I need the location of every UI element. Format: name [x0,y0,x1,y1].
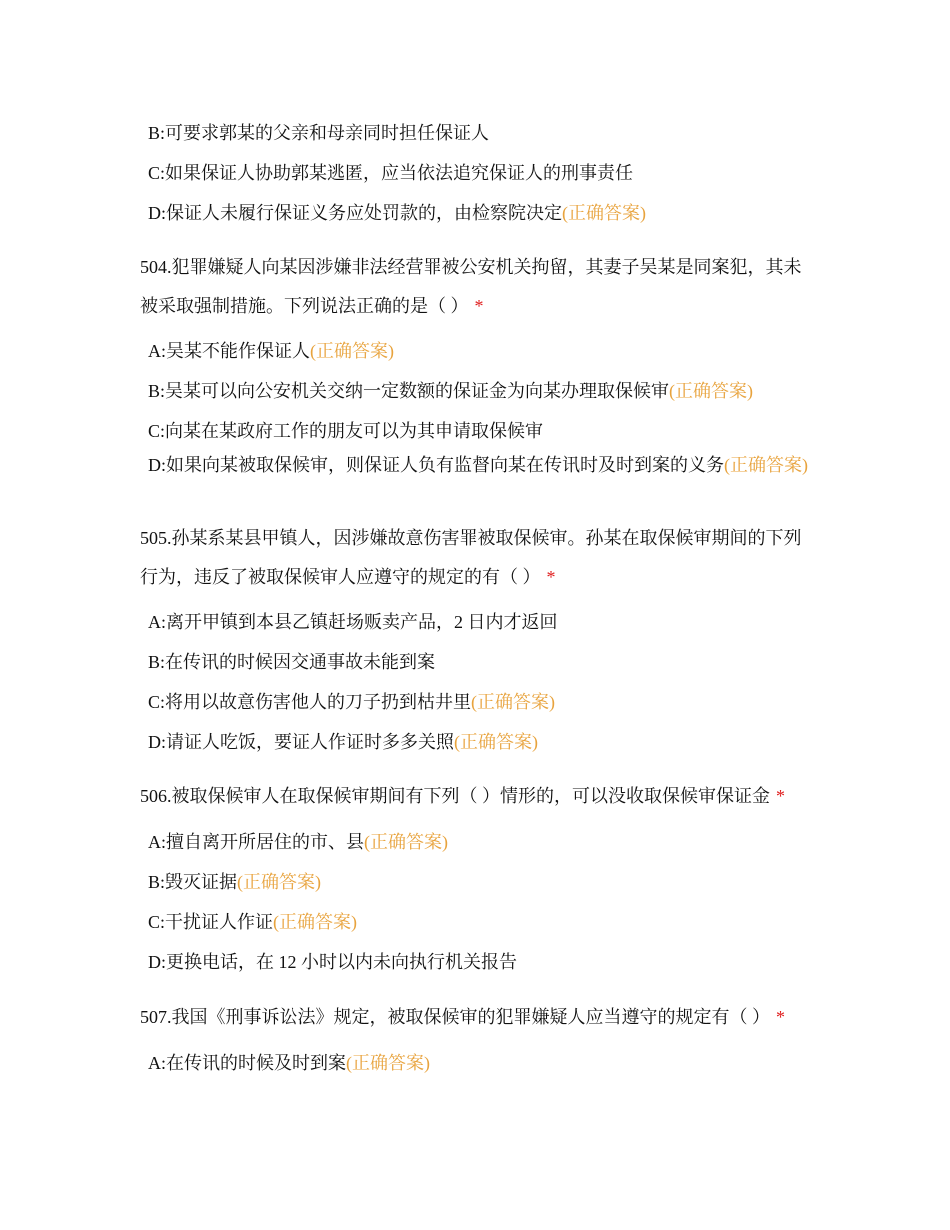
correct-answer-tag: (正确答案) [454,732,538,752]
question-507-stem: 507.我国《刑事诉讼法》规定，被取保候审的犯罪嫌疑人应当遵守的规定有（ ） * [140,1007,785,1027]
q504-option-d: D:如果向某被取保候审，则保证人负有监督向某在传讯时及时到案的义务(正确答案) [148,455,808,475]
question-504-stem: 504.犯罪嫌疑人向某因涉嫌非法经营罪被公安机关拘留，其妻子吴某是同案犯，其未被采取强制措施。下列说法正确的是（ ） * [140,257,802,316]
q505-option-c: C:将用以故意伤害他人的刀子扔到枯井里(正确答案) [148,692,556,712]
correct-answer-tag: (正确答案) [724,455,808,475]
q503-option-b: B:可要求郭某的父亲和母亲同时担任保证人 [148,123,490,143]
q503-option-c: C:如果保证人协助郭某逃匿，应当依法追究保证人的刑事责任 [148,163,634,183]
correct-answer-tag: (正确答案) [237,872,322,892]
q504-option-a: A:吴某不能作保证人(正确答案) [148,341,394,361]
correct-answer-tag: (正确答案) [346,1053,430,1073]
required-mark: * [474,296,484,316]
correct-answer-tag: (正确答案) [471,692,556,712]
question-506-stem: 506.被取保候审人在取保候审期间有下列（ ）情形的，可以没收取保候审保证金 * [140,786,785,806]
correct-answer-tag: (正确答案) [310,341,394,361]
correct-answer-tag: (正确答案) [669,381,754,401]
q506-option-d: D:更换电话，在 12 小时以内未向执行机关报告 [148,952,517,972]
q505-option-b: B:在传讯的时候因交通事故未能到案 [148,652,436,672]
q507-option-a: A:在传讯的时候及时到案(正确答案) [148,1053,430,1073]
q504-option-c: C:向某在某政府工作的朋友可以为其申请取保候审 [148,421,544,441]
required-mark: * [776,786,785,806]
question-505-stem: 505.孙某系某县甲镇人，因涉嫌故意伤害罪被取保候审。孙某在取保候审期间的下列行为，违反了被取保候审人应遵守的规定的有（ ） * [140,528,802,587]
required-mark: * [776,1007,785,1027]
q505-option-a: A:离开甲镇到本县乙镇赶场贩卖产品，2 日内才返回 [148,612,558,632]
correct-answer-tag: (正确答案) [273,912,358,932]
q506-option-b: B:毁灭证据(正确答案) [148,872,322,892]
correct-answer-tag: (正确答案) [364,832,448,852]
q505-option-d: D:请证人吃饭，要证人作证时多多关照(正确答案) [148,732,538,752]
q503-option-d: D:保证人未履行保证义务应处罚款的，由检察院决定(正确答案) [148,203,646,223]
q506-option-a: A:擅自离开所居住的市、县(正确答案) [148,832,448,852]
q504-option-b: B:吴某可以向公安机关交纳一定数额的保证金为向某办理取保候审(正确答案) [148,381,754,401]
correct-answer-tag: (正确答案) [562,203,646,223]
required-mark: * [546,567,556,587]
q506-option-c: C:干扰证人作证(正确答案) [148,912,358,932]
